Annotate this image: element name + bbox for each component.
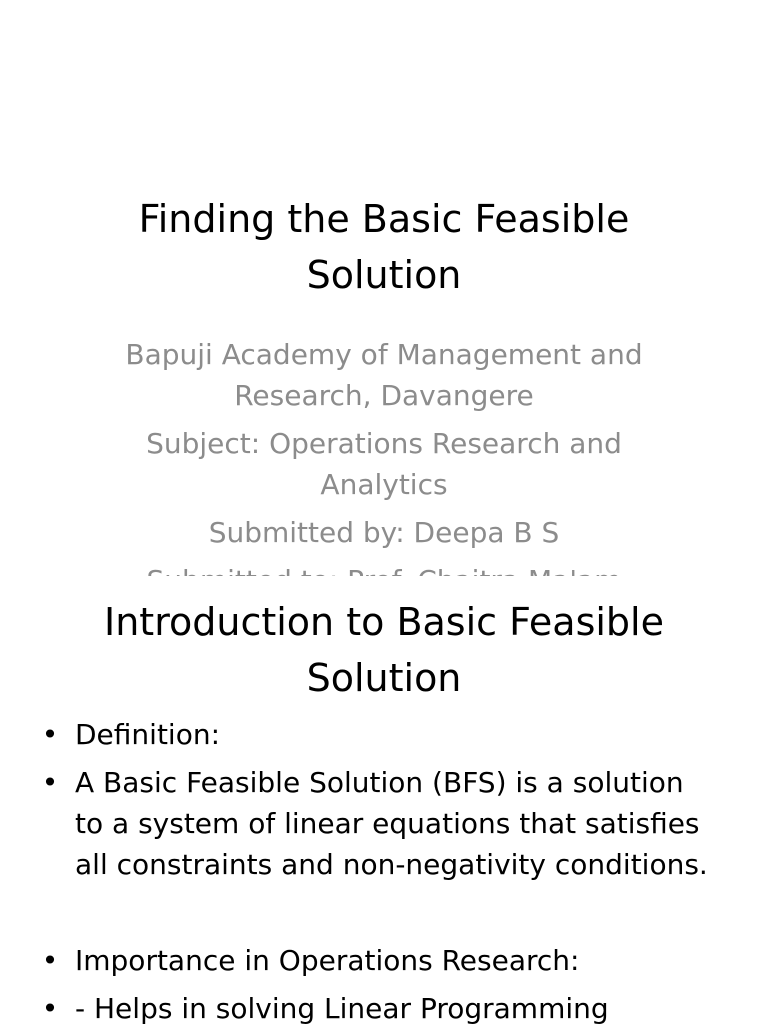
- bullet-list: [40, 714, 720, 1036]
- empty-list-item: [40, 892, 720, 933]
- bullet-text: Definition:: [75, 718, 221, 751]
- list-item: [40, 940, 720, 981]
- content-slide: [0, 576, 768, 1024]
- bullet-icon: •: [41, 766, 59, 799]
- bullet-text: A Basic Feasible Solution (BFS) is a solution to a system of linear equations that satisfies all constraints and non-negativity conditions.: [75, 766, 708, 881]
- bullet-text: - Helps in solving Linear Programming: [75, 992, 609, 1025]
- bullet-icon: •: [41, 718, 59, 751]
- list-item: [40, 988, 720, 1029]
- slide-subtitle: [100, 334, 668, 608]
- list-item: [40, 762, 720, 885]
- slide-title: Introduction to Basic Feasible Solution: [104, 600, 664, 700]
- list-item: [40, 714, 720, 755]
- bullet-icon: •: [41, 992, 59, 1025]
- submitted-by-line: Submitted by: Deepa B S: [208, 516, 560, 549]
- slide-title: Finding the Basic Feasible Solution: [138, 197, 630, 297]
- subject-line: Subject: Operations Research and Analytics: [146, 427, 622, 501]
- institution-line: Bapuji Academy of Management and Research, Davangere: [125, 338, 643, 412]
- bullet-text: Importance in Operations Research:: [75, 944, 580, 977]
- bullet-icon: •: [41, 944, 59, 977]
